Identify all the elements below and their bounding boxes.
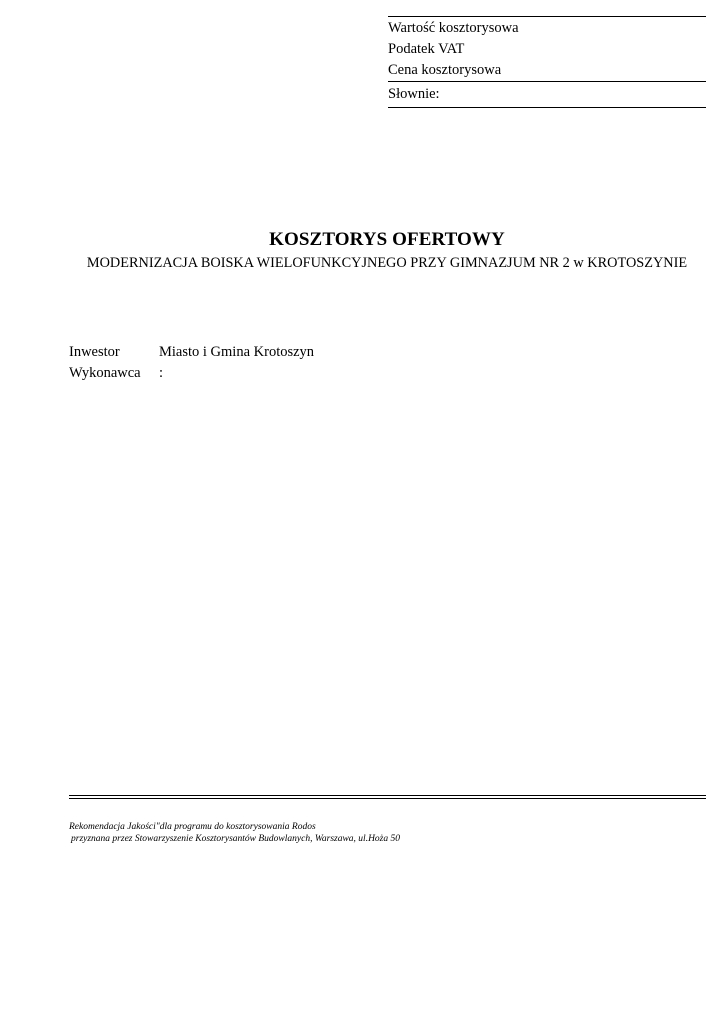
contractor-value: : xyxy=(159,365,164,381)
vat-label: Podatek VAT xyxy=(388,41,465,57)
summary-bottom-rule xyxy=(388,107,706,108)
document-subtitle: MODERNIZACJA BOISKA WIELOFUNKCYJNEGO PRZY GIMNAZJUM NR 2 w KROTOSZYNIE xyxy=(86,255,688,271)
summary-middle-rule xyxy=(388,81,706,82)
in-words-label: Słownie: xyxy=(388,86,440,102)
footer-note xyxy=(69,821,400,845)
footer-note-line-2: przyznana przez Stowarzyszenie Kosztorysantów Budowlanych, Warszawa, ul.Hoża 50 xyxy=(71,834,401,844)
summary-top-rule xyxy=(388,16,706,17)
document-title: KOSZTORYS OFERTOWY xyxy=(269,229,505,250)
footer-rule-top xyxy=(69,795,706,796)
footer-note-line-1: Rekomendacja Jakości"dla programu do kosztorysowania Rodos xyxy=(69,822,316,832)
investor-row xyxy=(69,342,314,363)
contractor-label: Wykonawca xyxy=(69,365,141,381)
estimated-value-label: Wartość kosztorysowa xyxy=(388,20,519,36)
contractor-row xyxy=(69,363,314,384)
footer-rule-bottom xyxy=(69,798,706,799)
estimated-price-label: Cena kosztorysowa xyxy=(388,62,502,78)
investor-label: Inwestor xyxy=(69,344,120,360)
cost-summary-block xyxy=(388,16,706,108)
investor-value: Miasto i Gmina Krotoszyn xyxy=(159,344,315,360)
parties-block xyxy=(69,342,314,384)
